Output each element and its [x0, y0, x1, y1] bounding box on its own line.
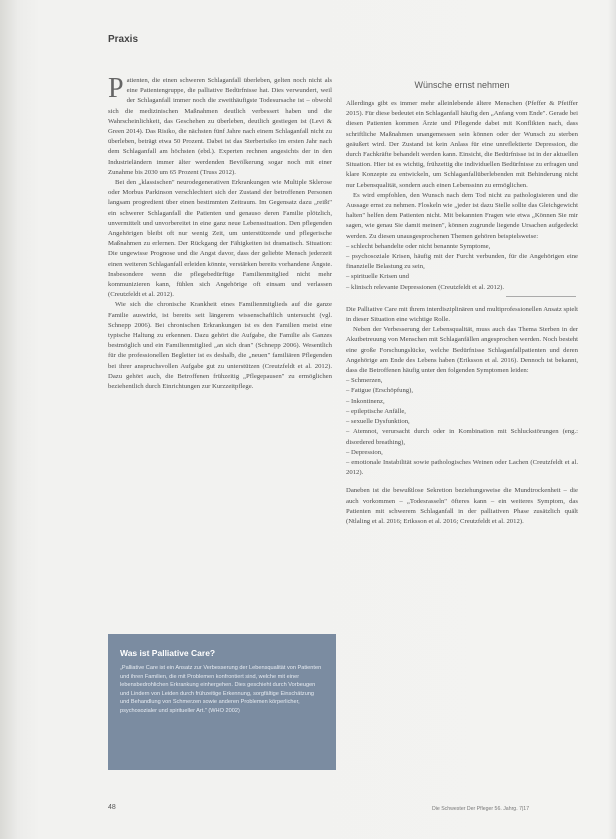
journal-footer: Die Schwester Der Pfleger 56. Jahrg. 7|17 — [432, 806, 530, 812]
right-paragraph-5: Daneben ist die bewußtlose Sekretion beziehungsweise die Mundtrockenheit – die auch vorkommen – „Todesrasseln" öfteres kann – ein weiteres Symptom, das Patienten mit schwerem Schlaganfall in der palliativen Phase zusätzlich quält (Ntlaling et al. 2016; Eriksson et al. 2016; Creutzfeldt et al. 2012). — [346, 487, 578, 525]
list-item: – epileptische Anfälle, — [346, 407, 406, 415]
left-column — [108, 73, 332, 392]
drop-cap: P — [108, 73, 124, 104]
section-title: Wünsche ernst nehmen — [414, 80, 510, 90]
page-number: 48 — [108, 804, 116, 811]
left-paragraph-2: Bei den „klassischen" neurodegenerativen Erkrankungen wie Multiple Sklerose oder Morbus Parkinson verschlechtert sich der Zustand der betroffenen Personen langsam progredient über einen bestimmten Zeitraum. Im Gegensatz dazu „reißt" ein schwerer Schlaganfall die Patienten und genauso deren Familie plötzlich, unvermittelt und unvorbereitet in eine ganz neue Lebenssituation. Den pflegenden Angehörigen bleibt oft nur wenig Zeit, um unterstützende und pflegerische Maßnahmen zu erlernen. Der Rückgang der Fähigkeiten ist dramatisch. Situation: Die ungewisse Prognose und die Angst davor, dass der geliebte Mensch jederzeit einen weiteren Schlaganfall erleiden könnte, verstärken bereits vorhandene Ängste. Insbesondere wenn die pflegebedürftige Familienmitglied nicht mehr kommunizieren kann, fühlen sich Angehörige oft einsam und verlassen (Creutzfeldt et al. 2012). — [108, 179, 332, 299]
right-paragraph-4: Neben der Verbesserung der Lebensqualität, muss auch das Thema Sterben in der Akutbetreuung von Menschen mit Schlaganfällen angesprochen werden. Noch besteht eine große Forschungslücke, welche Bedürfnisse Schlaganfallpatienten und deren Angehörige am Ende des Lebens haben (Eriksson et al. 2016). Dennoch ist bekannt, dass die Betroffenen häufig unter den folgenden Symptomen leiden: — [346, 326, 578, 375]
list-item: – sexuelle Dysfunktion, — [346, 418, 410, 426]
symptoms-list — [346, 376, 578, 478]
right-paragraph-3: Die Palliative Care mit ihrem interdisziplinären und multiprofessionellen Ansatz spielt in dieser Situation eine wichtige Rolle. — [346, 305, 578, 324]
info-box-text: „Palliative Care ist ein Ansatz zur Verbesserung der Lebensqualität von Patienten und ihren Familien, die mit Problemen konfrontiert sind, welche mit einer lebensbedrohlichen Erkrankung einhergehen. Dies geschieht durch Vorbeugen und Lindern von Leiden durch frühzeitige Erkennung, sorgfältige Einschätzung und Behandlung von Schmerzen sowie anderen Problemen körperlicher, psychosozialer und spiritueller Art." (WHO 2002) — [120, 665, 322, 714]
section-header: Praxis — [108, 34, 139, 45]
list-item: – emotionale Instabilität sowie pathologisches Weinen oder Lachen (Creutzfeldt et al. 2012). — [346, 458, 578, 477]
right-column — [346, 99, 578, 527]
concerns-list — [346, 242, 578, 293]
left-paragraph-3: Wie sich die chronische Krankheit eines Familienmitglieds auf die ganze Familie auswirkt, ist bereits seit längerem wissenschaftlich untersucht (vgl. Schnepp 2006). Bei chronischen Erkrankungen ist es den Familien meist eine typische Haltung zu erkennen. Dazu gehört die Aufgabe, die Familie als Ganzes bestmöglich und ein Familienmitglied „an sich dran" (Schnepp 2006). Wesentlich für die professionellen Begleiter ist es deshalb, die „neuen" familiären Pflegenden bei ihrer anspruchsvollen Aufgabe gut zu unterstützen (Creutzfeldt et al. 2012). Dazu gehört auch, die Betroffenen frühzeitig „Pflegepausen" zu ermöglichen beziehentlich durch Einrichtungen zur Kurzzeitpflege. — [108, 301, 332, 391]
list-item: – Schmerzen, — [346, 377, 383, 385]
list-item: – schlecht behandelte oder nicht benannte Symptome, — [346, 242, 491, 250]
info-box-title: Was ist Palliative Care? — [120, 648, 216, 658]
intro-paragraph — [108, 73, 332, 178]
page-edge-shadow — [608, 0, 616, 839]
list-item: – Depression, — [346, 448, 383, 456]
list-item: – klinisch relevante Depressionen (Creutzfeldt et al. 2012). — [346, 283, 505, 291]
list-item: – Inkontinenz, — [346, 397, 385, 405]
left-paragraph-1: atienten, die einen schweren Schlaganfall überleben, gelten noch nicht als eine Patientengruppe, die palliative Bedürfnisse hat. Dies verwundert, weil der Schlaganfall immer noch die zweithäufigste Todesursache ist – obwohl sich die medizinischen Maßnahmen deutlich verbessert haben und die Wahrscheinlichkeit, das Geschehen zu überleben, deutlich gestiegen ist (Levi & Green 2014). Das Risiko, die nächsten fünf Jahre nach einem Schlaganfall nicht zu überleben, beträgt etwa 50 Prozent. Dabei ist das Sterberisiko im ersten Jahr nach dem Schlaganfall am höchsten (ebd.). Experten rechnen angesichts der in den Industrieländern immer älter werdenden Bevölkerung sogar noch mit einer Zunahme bis 2030 um 65 Prozent (Truss 2012). — [108, 77, 332, 176]
right-paragraph-2: Es wird empfohlen, den Wunsch nach dem Tod nicht zu pathologisieren und die Aussage ernst zu nehmen. Floskeln wie „jeder ist dazu Stelle sollte das Gleichgewicht halten" helfen dem Patienten nicht. Mit bekannten Fragen wie etwa „Können Sie mir sagen, wie genau Sie damit meinen", können zugrunde liegende Ursachen aufgedeckt werden. Zu diesen unausgesprochenen Themen gehören beispielsweise: — [346, 191, 578, 240]
list-item: – Fatigue (Erschöpfung), — [346, 387, 414, 395]
list-item: – spirituelle Krisen und — [346, 273, 409, 281]
list-item: – Atemnot, verursacht durch oder in Kombination mit Schluckstörungen (eng.: disordered breathing), — [346, 428, 578, 446]
right-paragraph-1: Allerdings gibt es immer mehr alleinlebende ältere Menschen (Pfeffer & Pfeiffer 2015). Für diese bedeutet ein Schlaganfall häufig den „Anfang vom Ende". Gerade bei diesen Patienten kommen Ärzte und Pflegende dabei mit Konflikten nach, dass schriftliche Maßnahmen unangemessen sein können oder der Wunsch zu sterben geäußert wird. Der Zustand ist kein Anlass für eine unreflektierte Depression, die durch Fachkräfte behandelt werden kann. Einsicht, die Bedürfnisse ist in der aktuellen Situation. Hier ist es wichtig, frühzeitig die individuellen Bedürfnisse zu erfragen und klare Konzepte zu entwickeln, um Schlaganfallüberlebenden mit Behinderung nicht nur Lebensqualität, sondern auch einen Lebenssinn zu ermöglichen. — [346, 100, 578, 189]
info-box — [108, 634, 336, 770]
list-item: – psychosoziale Krisen, häufig mit der Furcht verbunden, für die Angehörigen eine finanzielle Belastung zu sein, — [346, 253, 578, 271]
